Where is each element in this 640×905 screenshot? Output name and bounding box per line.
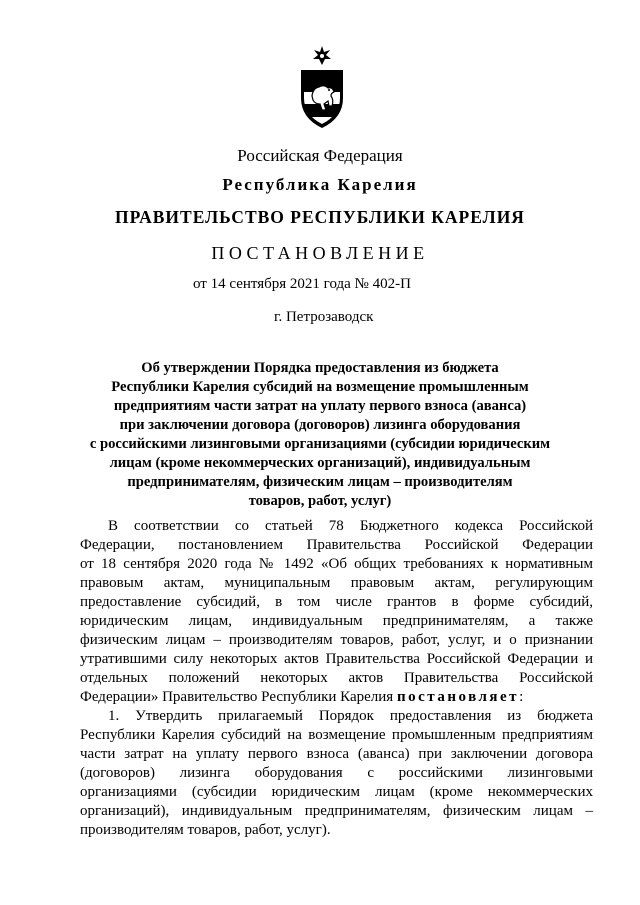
title-line: Об утверждении Порядка предоставления из бюджета — [141, 360, 499, 376]
document-type: ПОСТАНОВЛЕНИЕ — [211, 243, 429, 263]
date-line: от 14 сентября 2021 года № 402-П — [193, 276, 411, 292]
city-name: г. Петрозаводск — [274, 309, 374, 325]
document-body — [80, 517, 593, 840]
body-line: правовым актам, муниципальным правовым актам, регулирующим — [80, 575, 593, 591]
body-line: от 18 сентября 2020 года № 1492 «Об общих требованиях к нормативным — [80, 556, 593, 572]
body-line: утратившими силу некоторых актов Правительства Российской Федерации и — [80, 651, 593, 667]
republic-name: Республика Карелия — [222, 175, 418, 194]
body-line: юридическим лицам, индивидуальным предпринимателям, а также — [80, 613, 593, 629]
body-line: отдельных положений некоторых актов Правительства Российской — [80, 670, 593, 686]
body-line: организаций), индивидуальным предпринимателям, физическим лицам – — [80, 803, 593, 819]
body-line: предоставление субсидий, в том числе грантов в форме субсидий, — [80, 594, 593, 610]
resolution-prefix: Федерации» Правительство Республики Карелия — [80, 689, 397, 705]
body-line-resolution — [80, 688, 593, 707]
body-line: организациями (субсидии юридическим лицам (кроме некоммерческих — [80, 784, 593, 800]
body-line: Федерации, постановлением Правительства Российской Федерации — [80, 537, 593, 553]
title-line: с российскими лизинговыми организациями (субсидии юридическим — [89, 436, 551, 452]
body-line: 1. Утвердить прилагаемый Порядок предоставления из бюджета — [108, 708, 593, 724]
document-title — [60, 359, 580, 511]
title-line: товаров, работ, услуг) — [248, 493, 392, 509]
title-line: Республики Карелия субсидий на возмещение промышленным — [111, 379, 529, 395]
body-line: В соответствии со статьей 78 Бюджетного кодекса Российской — [108, 518, 593, 534]
body-line: Республики Карелия субсидий на возмещение промышленным предприятиям — [80, 727, 593, 743]
karelia-coat-of-arms-icon — [298, 46, 346, 130]
body-line: части затрат на уплату первого взноса (аванса) при заключении договора — [80, 746, 593, 762]
government-name: ПРАВИТЕЛЬСТВО РЕСПУБЛИКИ КАРЕЛИЯ — [115, 207, 525, 227]
resolution-keyword: постановляет — [396, 689, 520, 705]
resolution-suffix: : — [519, 689, 524, 705]
body-line: физическим лицам – производителям товаров, работ, услуг, и о признании — [80, 632, 593, 648]
title-line: предприятиям части затрат на уплату первого взноса (аванса) — [113, 398, 527, 414]
country-name: Российская Федерация — [237, 146, 403, 165]
title-line: при заключении договора (договоров) лизинга оборудования — [119, 417, 521, 433]
title-line: предпринимателям, физическим лицам – производителям — [127, 474, 513, 490]
body-line: (договоров) лизинга оборудования с российскими лизинговыми — [80, 765, 593, 781]
body-line: производителям товаров, работ, услуг). — [80, 822, 331, 838]
title-line: лицам (кроме некоммерческих организаций), индивидуальным — [109, 455, 531, 471]
